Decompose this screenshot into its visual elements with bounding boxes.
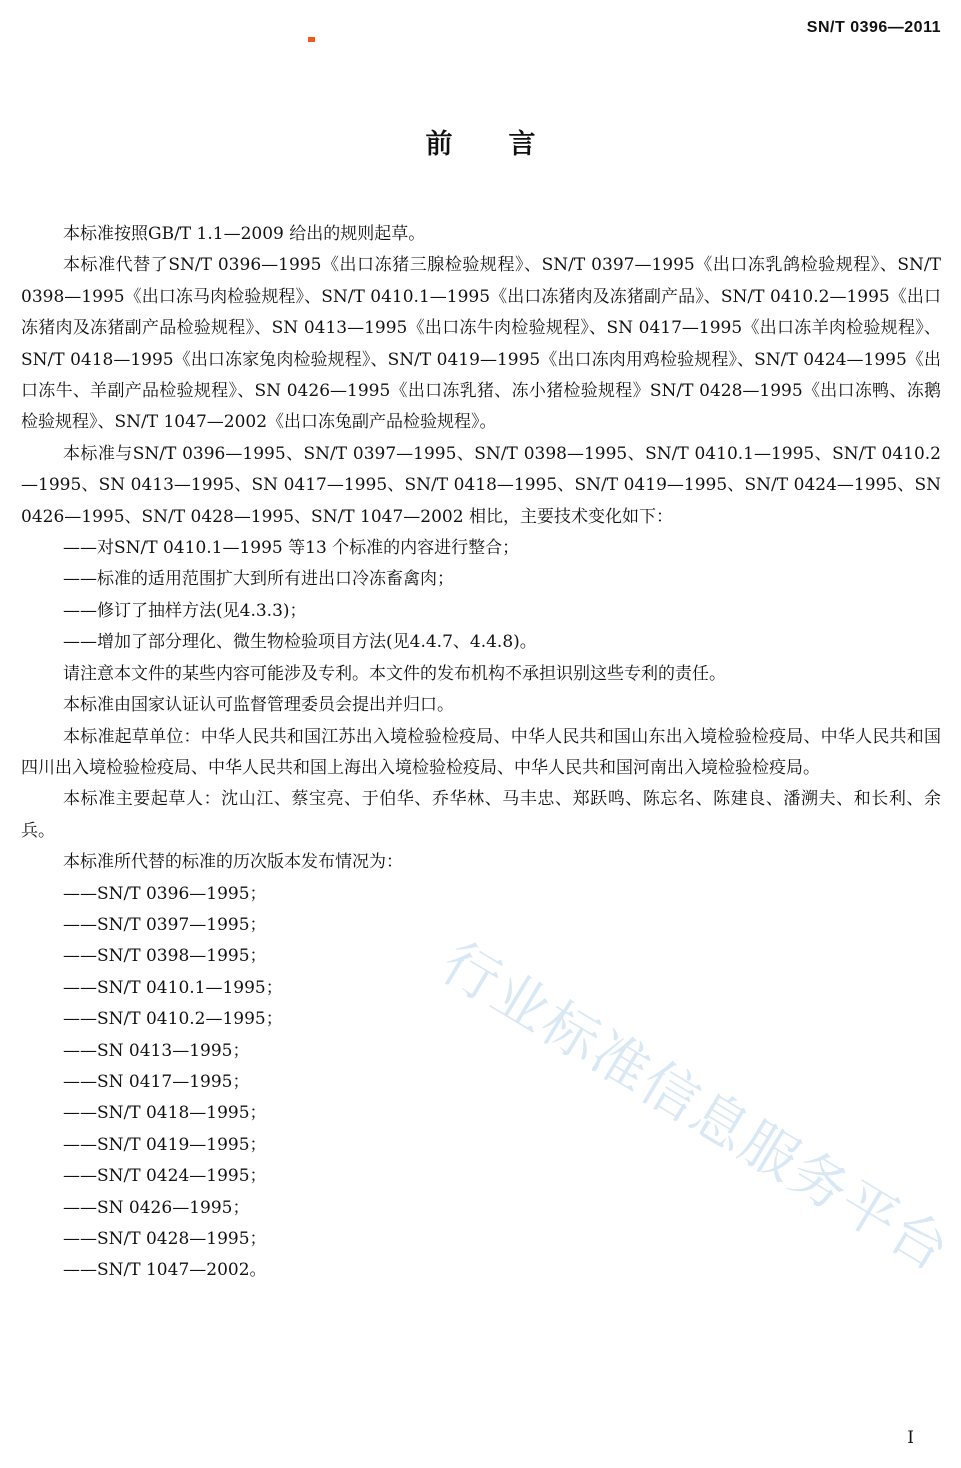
header-accent-mark <box>308 37 315 42</box>
change-item: ——标准的适用范围扩大到所有进出口冷冻畜禽肉； <box>63 569 454 590</box>
history-version-item: ——SN/T 0418—1995； <box>63 1103 267 1124</box>
page-title: 前言 <box>425 129 592 160</box>
paragraph-history-intro: 本标准所代替的标准的历次版本发布情况为： <box>63 852 403 873</box>
history-version-item: ——SN/T 0410.1—1995； <box>63 977 283 998</box>
paragraph-changes-intro: 本标准与SN/T 0396—1995、SN/T 0397—1995、SN/T 0398—1995、SN/T 0410.1—1995、SN/T 0410.2—1995、SN 0413—1995、SN 0417—1995、SN/T 0418—1995、SN/T 0419—1995、SN/T 0424—1995、SN 0426—1995、SN/T 0428—1995、SN/T 1047—2002 相比，主要技术变化如下： <box>21 443 941 527</box>
change-item: ——增加了部分理化、微生物检验项目方法(见4.4.7、4.4.8)。 <box>63 632 537 653</box>
history-version-item: ——SN/T 0419—1995； <box>63 1134 267 1155</box>
history-version-item: ——SN 0426—1995； <box>63 1197 250 1218</box>
history-version-item: ——SN/T 0428—1995； <box>63 1229 267 1249</box>
page-number: I <box>907 1428 914 1448</box>
paragraph-drafting-rules: 本标准按照GB/T 1.1—2009 给出的规则起草。 <box>63 224 426 244</box>
paragraph-replaces: 本标准代替了SN/T 0396—1995《出口冻猪三腺检验规程》、SN/T 0397—1995《出口冻乳鸽检验规程》、SN/T 0398—1995《出口冻马肉检验规程》、SN/T 0410.1—1995《出口冻猪肉及冻猪副产品》、SN/T 0410.2—1995《出口冻猪肉及冻猪副产品检验规程》、SN 0413—1995《出口冻牛肉检验规程》、SN 0417—1995《出口冻羊肉检验规程》、SN/T 0418—1995《出口冻家兔肉检验规程》、SN/T 0419—1995《出口冻肉用鸡检验规程》、SN/T 0424—1995《出口冻牛、羊副产品检验规程》、SN 0426—1995《出口冻乳猪、冻小猪检验规程》SN/T 0428—1995《出口冻鸭、冻鹅检验规程》、SN/T 1047—2002《出口冻兔副产品检验规程》。 <box>21 255 941 433</box>
history-version-item: ——SN/T 0397—1995； <box>63 914 267 935</box>
header-code: SN/T 0396—2011 <box>806 19 941 36</box>
history-version-item: ——SN 0417—1995； <box>63 1071 250 1092</box>
paragraph-drafting-units: 本标准起草单位：中华人民共和国江苏出入境检验检疫局、中华人民共和国山东出入境检验检疫局、中华人民共和国四川出入境检验检疫局、中华人民共和国上海出入境检验检疫局、中华人民共和国河南出入境检验检疫局。 <box>21 726 941 778</box>
history-version-item: ——SN 0413—1995； <box>63 1040 250 1061</box>
history-version-item: ——SN/T 0396—1995； <box>63 883 267 904</box>
history-version-item: ——SN/T 1047—2002。 <box>63 1260 267 1281</box>
history-version-item: ——SN/T 0410.2—1995； <box>63 1009 283 1030</box>
history-version-item: ——SN/T 0424—1995； <box>63 1166 267 1187</box>
change-item: ——修订了抽样方法(见4.3.3)； <box>63 600 307 621</box>
watermark: 行业标准信息服务平台 <box>430 930 961 1285</box>
paragraph-drafters: 本标准主要起草人：沈山江、蔡宝亮、于伯华、乔华林、马丰忠、郑跃鸣、陈忘名、陈建良、潘溯夫、和长利、余兵。 <box>21 789 941 841</box>
history-version-item: ——SN/T 0398—1995； <box>63 946 267 967</box>
paragraph-patent-notice: 请注意本文件的某些内容可能涉及专利。本文件的发布机构不承担识别这些专利的责任。 <box>63 663 726 684</box>
paragraph-proposer: 本标准由国家认证认可监督管理委员会提出并归口。 <box>63 695 454 716</box>
change-item: ——对SN/T 0410.1—1995 等13 个标准的内容进行整合； <box>63 538 520 559</box>
